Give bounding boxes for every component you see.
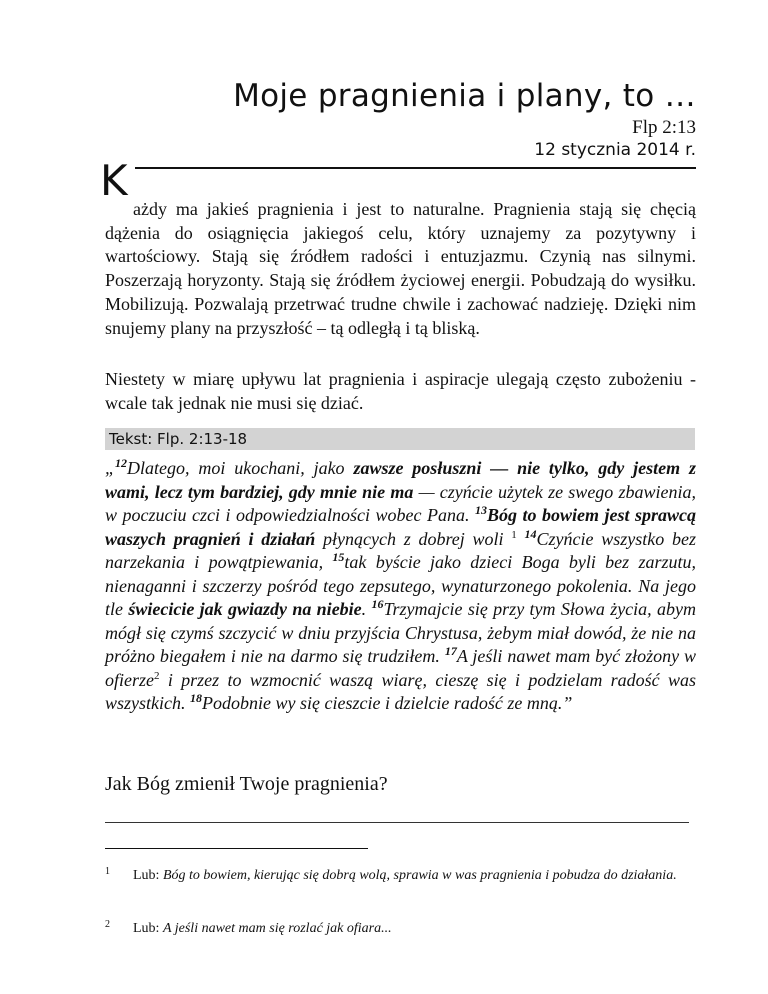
- footnote-text: Bóg to bowiem, kierując się dobrą wolą, sprawia w was pragnienia i pobudza do działania.: [162, 868, 677, 883]
- reflection-question: Jak Bóg zmienił Twoje pragnienia?: [105, 773, 388, 795]
- verse-number: 15: [332, 550, 345, 564]
- header-divider: [135, 167, 696, 169]
- verse-text: i przez to wzmocnić waszą wiarę, cieszę się i podzielam radość was wszystkich.: [105, 669, 696, 713]
- footnote-prefix: Lub:: [133, 868, 163, 883]
- verse-text: .: [361, 599, 372, 619]
- text-label-bar: Tekst: Flp. 2:13-18: [105, 428, 695, 450]
- verse-text: — czyńcie użytek ze swego zbawienia, w poczuciu czci i odpowiedzialności wobec Pana.: [105, 481, 697, 525]
- verse-number: 18: [190, 691, 202, 705]
- verse-emphasis: świecicie jak gwiazdy na niebie: [128, 599, 362, 619]
- date-label: 12 stycznia 2014 r.: [534, 140, 696, 160]
- open-quote: „: [105, 458, 116, 478]
- verse-number: 13: [474, 503, 487, 517]
- verse-emphasis: Bóg to bowiem jest sprawcą waszych pragnień i działań: [105, 505, 697, 549]
- verse-number: 16: [371, 597, 384, 611]
- verse-emphasis: zawsze posłuszni — nie tylko, gdy jestem z wami, lecz tym bardziej, gdy mnie nie ma: [105, 458, 696, 502]
- verse-number: 17: [444, 644, 457, 658]
- footnote-divider: [105, 848, 368, 849]
- intro-paragraph: [105, 198, 696, 340]
- drop-cap: K: [100, 156, 128, 205]
- footnote-prefix: Lub:: [133, 921, 163, 936]
- verse-number: 12: [115, 456, 128, 470]
- verse-text: Dlatego, moi ukochani, jako: [127, 458, 354, 478]
- verse-number: 14: [524, 526, 537, 541]
- footnote-mark[interactable]: 2: [154, 669, 160, 682]
- footnote-text: A jeśli nawet mam się rozlać jak ofiara...: [162, 921, 392, 936]
- verse-text: tak byście jako dzieci Boga byli bez zarzutu, nienaganni i szczerzy pośród tego zepsutego, wynaturzonego pokolenia. Na jego tle: [105, 552, 697, 619]
- bible-reference: Flp 2:13: [632, 117, 696, 138]
- scripture-passage: [105, 457, 696, 716]
- answer-line[interactable]: [105, 802, 689, 823]
- second-paragraph: Niestety w miarę upływu lat pragnienia i aspiracje ulegają często zubożeniu - wcale tak jednak nie musi się dziać.: [105, 369, 696, 413]
- footnote-mark[interactable]: 1: [511, 528, 517, 541]
- footnote-number: 2: [105, 919, 110, 930]
- verse-text: płynących z dobrej woli: [315, 528, 512, 549]
- verse-text: A jeśli nawet mam być złożony w ofierze: [105, 646, 697, 690]
- verse-text: Czyńcie wszystko bez narzekania i powątpiewania,: [105, 528, 696, 572]
- intro-paragraph-text: ażdy ma jakieś pragnienia i jest to naturalne. Pragnienia stają się chęcią dążenia do osiągnięcia jakiegoś celu, który uznajemy za pozytywny i wartościowy. Stają się źródłem radości i entuzjazmu. Czynią nas silnymi. Poszerzają horyzonty. Stają się źródłem życiowej energii. Pobudzają do wysiłku. Mobilizują. Pozwalają przetrwać trudne chwile i zachować nadzieję. Dzięki nim snujemy plany na przyszłość – tą odległą i tą bliską.: [105, 199, 696, 338]
- footnote-number: 1: [105, 866, 110, 877]
- footnote: [105, 919, 696, 938]
- footnote: [105, 866, 696, 885]
- page-title: Moje pragnienia i plany, to …: [233, 78, 696, 114]
- verse-text: Trzymajcie się przy tym Słowa życia, abym mógł się czymś szczycić w dniu przyjścia Chrystusa, żebym miał dowód, że nie na próżno biegałem i nie na darmo się trudziłem.: [105, 599, 696, 666]
- verse-text: Podobnie wy się cieszcie i dzielcie radość ze mną.”: [202, 693, 573, 713]
